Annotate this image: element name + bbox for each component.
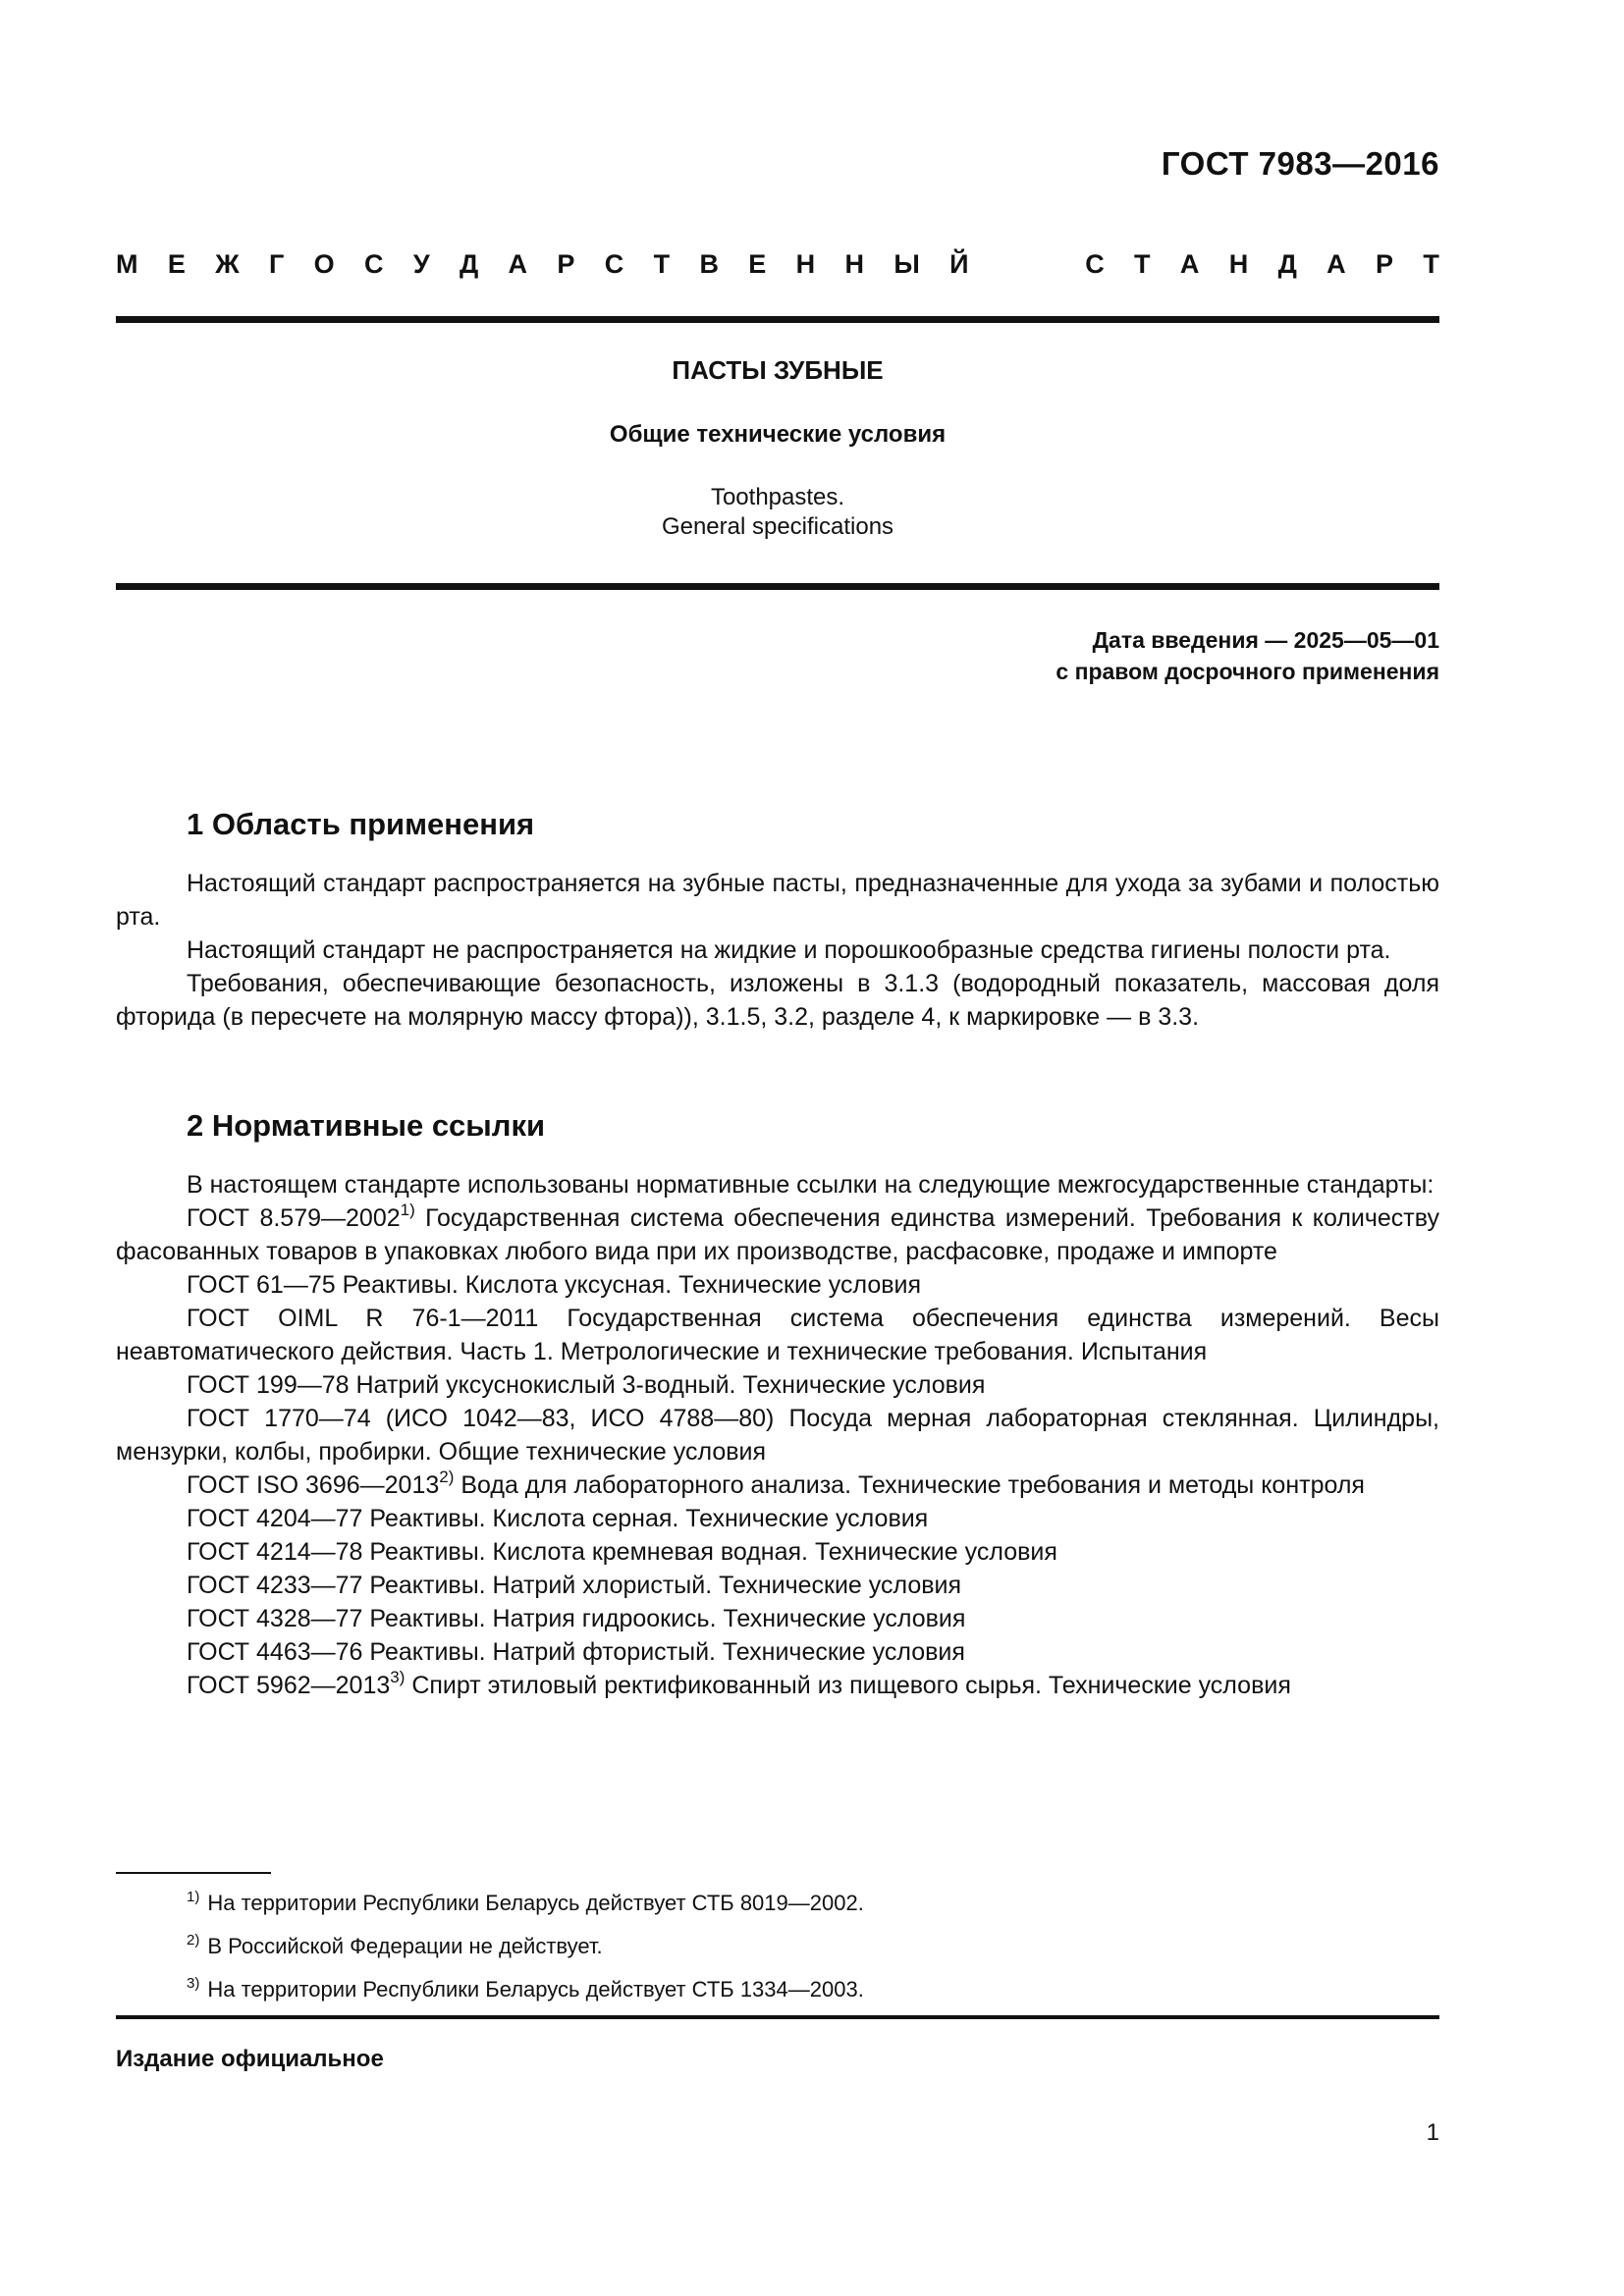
footnote-marker: 2) xyxy=(439,1468,455,1486)
reference-code: ГОСТ 5962—2013 xyxy=(187,1672,391,1699)
section-scope-body xyxy=(116,867,1439,1034)
reference-item xyxy=(116,1368,1439,1402)
footnote-marker: 1) xyxy=(400,1201,415,1219)
letter: Р xyxy=(1376,249,1394,279)
reference-title: Реактивы. Кислота кремневая водная. Технические условия xyxy=(362,1538,1057,1566)
early-application-line: с правом досрочного применения xyxy=(1056,659,1439,684)
reference-title: Реактивы. Кислота серная. Технические условия xyxy=(362,1505,929,1532)
reference-item xyxy=(116,1602,1439,1635)
reference-code: ГОСТ 4233—77 xyxy=(187,1572,363,1599)
letter: С xyxy=(1085,249,1105,279)
letter: Н xyxy=(1228,249,1249,279)
reference-code: ГОСТ 1770—74 xyxy=(187,1405,371,1432)
section-references-body xyxy=(116,1168,1439,1702)
reference-title: Реактивы. Натрий хлористый. Технические условия xyxy=(362,1572,962,1599)
footnote-text: В Российской Федерации не действует. xyxy=(207,1934,603,1958)
paragraph: Настоящий стандарт распространяется на зубные пасты, предназначенные для ухода за зубами и полостью рта. xyxy=(116,870,1439,931)
letter: А xyxy=(508,249,528,279)
footnotes xyxy=(187,1879,864,2008)
footnote-mark: 3) xyxy=(187,1975,200,1992)
section-heading-references: 2 Нормативные ссылки xyxy=(187,1108,546,1143)
letter: Н xyxy=(795,249,816,279)
introduction-date-line: Дата введения — 2025—05—01 xyxy=(1092,627,1439,653)
paragraph: В настоящем стандарте использованы нормативные ссылки на следующие межгосударственные стандарты: xyxy=(187,1171,1435,1199)
footnote xyxy=(187,1879,864,1922)
letter: С xyxy=(604,249,624,279)
paragraph: Требования, обеспечивающие безопасность, изложены в 3.1.3 (водородный показатель, массовая доля фторида (в пересчете на молярную массу фтора)), 3.1.5, 3.2, разделе 4, к маркировке — в 3.3. xyxy=(116,970,1439,1031)
letter: Т xyxy=(1134,249,1151,279)
reference-code: ГОСТ 4463—76 xyxy=(187,1638,363,1666)
reference-code: ГОСТ 61—75 xyxy=(187,1271,336,1299)
letter: С xyxy=(363,249,384,279)
document-number: ГОСТ 7983—2016 xyxy=(1161,145,1439,182)
page-number: 1 xyxy=(1426,2119,1439,2146)
reference-title: Реактивы. Натрия гидроокись. Технические условия xyxy=(362,1605,966,1632)
footnote-mark: 1) xyxy=(187,1889,200,1905)
document-title: ПАСТЫ ЗУБНЫЕ xyxy=(672,355,884,385)
footnote xyxy=(187,1922,864,1965)
letter: Т xyxy=(653,249,671,279)
reference-title: Государственная система обеспечения единства измерений. Требования к количеству фасованных товаров в упаковках любого вида при их производстве, расфасовке, продаже и импорте xyxy=(116,1204,1439,1265)
reference-title: Вода для лабораторного анализа. Технические требования и методы контроля xyxy=(454,1471,1365,1499)
reference-item xyxy=(116,1635,1439,1669)
reference-code: ГОСТ 4214—78 xyxy=(187,1538,363,1566)
english-title-line: General specifications xyxy=(661,513,894,540)
paragraph: Настоящий стандарт не распространяется на жидкие и порошкообразные средства гигиены полости рта. xyxy=(187,936,1391,964)
document-page xyxy=(116,0,1439,2296)
standard-type-heading xyxy=(116,249,1439,280)
letter: О xyxy=(313,249,335,279)
letter: Й xyxy=(949,249,969,279)
reference-title: Государственная система обеспечения единства измерений. Весы неавтоматического действия. Часть 1. Метрологические и технические требования. Испытания xyxy=(116,1305,1439,1365)
introduction-date xyxy=(1056,624,1439,687)
letter: В xyxy=(699,249,719,279)
footnote xyxy=(187,1965,864,2008)
reference-item xyxy=(116,1302,1439,1368)
reference-code: ГОСТ 199—78 xyxy=(187,1371,350,1399)
word-gap xyxy=(999,249,1056,280)
edition-label: Издание официальное xyxy=(116,2046,384,2072)
footnote-marker: 3) xyxy=(390,1668,406,1686)
divider-title xyxy=(116,583,1439,590)
letter: Ж xyxy=(215,249,240,279)
letter: Е xyxy=(748,249,767,279)
letter: Е xyxy=(167,249,186,279)
reference-code: ГОСТ ISO 3696—2013 xyxy=(187,1471,440,1499)
document-subtitle: Общие технические условия xyxy=(609,421,947,448)
letter: Д xyxy=(1277,249,1297,279)
footnote-text: На территории Республики Беларусь действует СТБ 8019—2002. xyxy=(207,1891,864,1915)
english-title-line: Toothpastes. xyxy=(710,484,845,510)
reference-item xyxy=(116,1402,1439,1468)
reference-item xyxy=(116,1468,1439,1502)
letter: Т xyxy=(1423,249,1439,279)
footnote-mark: 2) xyxy=(187,1932,200,1949)
letter: Г xyxy=(268,249,285,279)
reference-item xyxy=(116,1535,1439,1569)
reference-item xyxy=(116,1268,1439,1302)
reference-code: ГОСТ 4204—77 xyxy=(187,1505,363,1532)
footnote-separator xyxy=(116,1872,271,1874)
footnote-text: На территории Республики Беларусь действует СТБ 1334—2003. xyxy=(207,1977,864,2002)
english-title xyxy=(116,483,1439,542)
letter: У xyxy=(412,249,430,279)
reference-title: Реактивы. Кислота уксусная. Технические условия xyxy=(335,1271,922,1299)
section-heading-scope: 1 Область применения xyxy=(187,807,535,841)
letter: А xyxy=(1179,249,1200,279)
reference-title: Спирт этиловый ректификованный из пищевого сырья. Технические условия xyxy=(405,1672,1291,1699)
reference-code: ГОСТ OIML R 76-1—2011 xyxy=(187,1305,539,1332)
letter: Р xyxy=(557,249,575,279)
letter: А xyxy=(1326,249,1346,279)
reference-code: ГОСТ 4328—77 xyxy=(187,1605,363,1632)
letter: Ы xyxy=(893,249,920,279)
letter: М xyxy=(116,249,138,279)
reference-code: ГОСТ 8.579—2002 xyxy=(187,1204,401,1232)
reference-item xyxy=(116,1201,1439,1268)
reference-title: (ИСО 1042—83, ИСО 4788—80) Посуда мерная лабораторная стеклянная. Цилиндры, мензурки, колбы, пробирки. Общие технические условия xyxy=(116,1405,1439,1466)
divider-bottom xyxy=(116,2015,1439,2019)
reference-title: Натрий уксуснокислый 3-водный. Технические условия xyxy=(349,1371,986,1399)
letter: Д xyxy=(459,249,479,279)
reference-item xyxy=(116,1502,1439,1535)
reference-item xyxy=(116,1569,1439,1602)
reference-title: Реактивы. Натрий фтористый. Технические условия xyxy=(362,1638,965,1666)
reference-item xyxy=(116,1669,1439,1702)
divider-top xyxy=(116,316,1439,323)
letter: Н xyxy=(844,249,864,279)
